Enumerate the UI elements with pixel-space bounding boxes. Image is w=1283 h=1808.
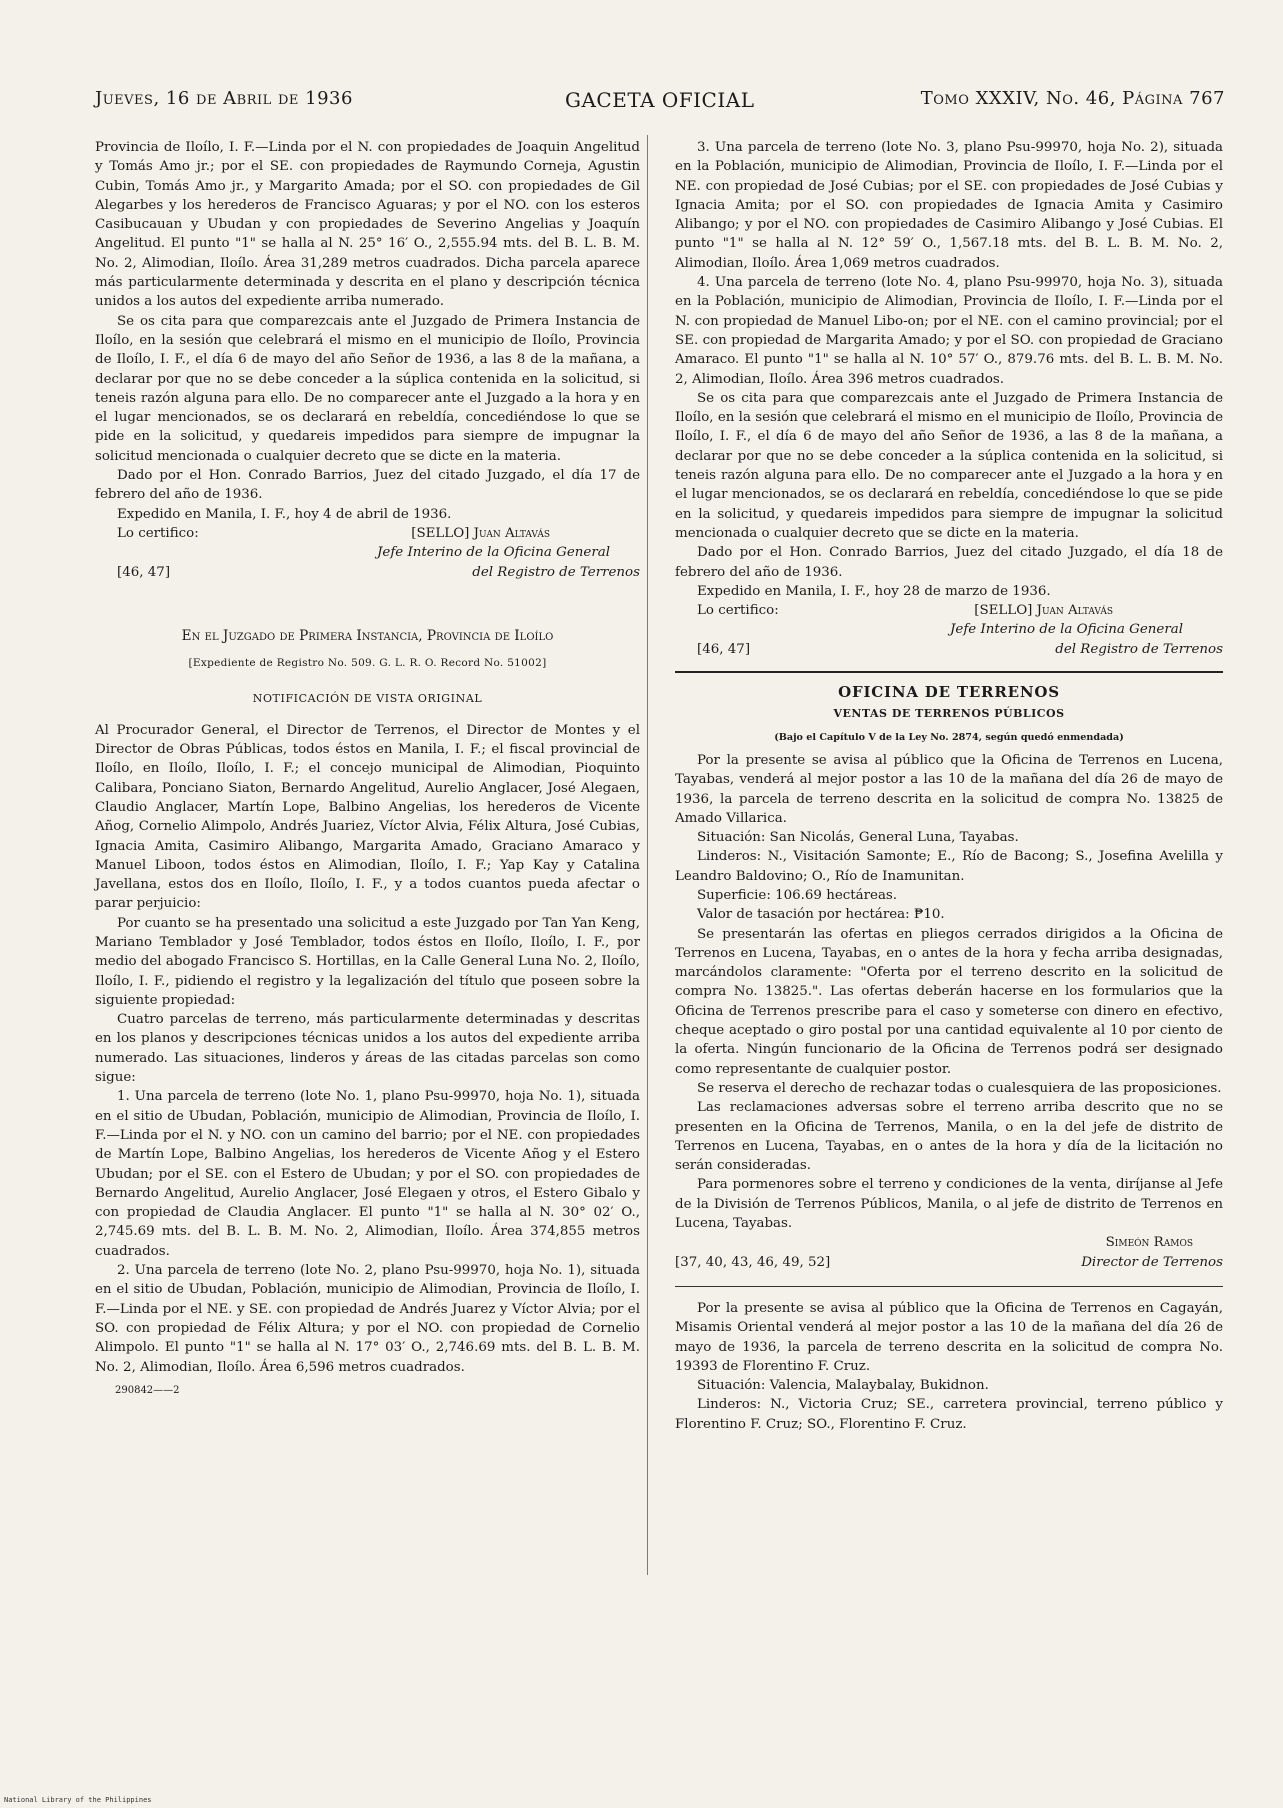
notice-divider xyxy=(675,1286,1223,1287)
valor-line: Valor de tasación por hectárea: ₱10. xyxy=(697,907,945,923)
header-volume: Tomo XXXIV, No. 46, Página 767 xyxy=(920,88,1225,109)
section-rule xyxy=(675,671,1223,673)
paragraph: Al Procurador General, el Director de Terrenos, el Director de Montes y el Director de Obras Públicas, todos éstos en Manila, I. F.; el fiscal provincial de Iloílo, en Iloílo, Iloílo, I. F.; el concejo municipal de Alimodian, Pioquinto Calibara, Ponciano Siaton, Bernardo Angelitud, Aurelio Anglacer, José Alegaen, Claudio Anglacer, Martín Lope, Balbino Angelias, los herederos de Vicente Añog, Cornelio Alimpolo, Andrés Juariez, Víctor Alvia, Félix Altura, José Cubias, Ignacia Amita, Casimiro Alibango, Margarita Amado, Graciano Amaraco y Manuel Liboon, todos éstos en Alimodian, Iloílo, I. F.; Yap Kay y Catalina Javellana, estos dos en Iloílo, Iloílo, I. F., y a todos cuantos pueda afectar o parar perjuicio: xyxy=(95,722,640,912)
expedido-line: Expedido en Manila, I. F., hoy 28 de marzo de 1936. xyxy=(697,583,1051,599)
signer-role-2: del Registro de Terrenos xyxy=(472,564,640,580)
office-title: OFICINA DE TERRENOS xyxy=(838,683,1060,702)
signature-block xyxy=(675,601,1223,620)
paragraph: Dado por el Hon. Conrado Barrios, Juez del citado Juzgado, el día 18 de febrero del año de 1936. xyxy=(675,545,1223,580)
director-name: Simeón Ramos xyxy=(1105,1235,1193,1251)
paragraph: Se presentarán las ofertas en pliegos cerrados dirigidos a la Oficina de Terrenos en Lucena, Tayabas, en o antes de la hora y fecha arriba designadas, marcándolos claramente: "Oferta por el terreno descrito en la solicitud de compra No. 13825.". Las ofertas deberán hacerse en los formularios que la Oficina de Terrenos prescribe para el caso y someterse con dinero en efectivo, cheque aceptado o giro postal por una cantidad equivalente al 10 por ciento de la oferta. Ningún funcionario de la Oficina de Terrenos podrá ser designado como representante de cualquier postor. xyxy=(675,926,1223,1077)
notification-heading: NOTIFICACIÓN DE VISTA ORIGINAL xyxy=(252,692,483,706)
expediente-ref: [Expediente de Registro No. 509. G. L. R. O. Record No. 51002] xyxy=(188,657,547,670)
signer-name: [SELLO] Juan Altavás xyxy=(974,603,1113,619)
header-date: Jueves, 16 de Abril de 1936 xyxy=(95,88,353,109)
paragraph: 4. Una parcela de terreno (lote No. 4, plano Psu-99970, hoja No. 3), situada en la Población, municipio de Alimodian, Provincia de Iloílo, I. F.—Linda por el N. con propiedad de Manuel Libo-on; por el NE. con el camino provincial; por el SE. con propiedad de Margarita Amado; y por el SO. con propiedad de Graciano Amaraco. El punto "1" se halla al N. 10° 57′ O., 879.76 mts. del B. L. B. M. No. 2, Alimodian, Iloílo. Área 396 metros cuadrados. xyxy=(675,275,1223,387)
paragraph: Se os cita para que comparezcais ante el Juzgado de Primera Instancia de Iloílo, en la sesión que celebrará el mismo en el municipio de Iloílo, Provincia de Iloílo, I. F., el día 6 de mayo del año Señor de 1936, a las 8 de la mañana, a declarar por que no se debe conceder a la súplica contenida en la solicitud, si teneis razón alguna para ello. De no comparecer ante el Juzgado a la hora y en el lugar mencionados, se os declarará en rebeldía, concediéndose lo que se pide en la solicitud, y quedareis impedidos para siempre de impugnar la solicitud mencionada o cualquier decreto que se dicte en la materia. xyxy=(95,313,640,464)
situacion-line: Situación: San Nicolás, General Luna, Tayabas. xyxy=(697,830,1019,846)
section-subheading: VENTAS DE TERRENOS PÚBLICOS xyxy=(833,707,1065,721)
paragraph: 3. Una parcela de terreno (lote No. 3, plano Psu-99970, hoja No. 2), situada en la Población, municipio de Alimodian, Provincia de Iloílo, I. F.—Linda por el NE. con propiedad de José Cubias; por el SE. con propiedades de José Cubias y Ignacia Amita; por el SO. con propiedades de Ignacia Amita y Casimiro Alibango; y por el NO. con propiedades de Casimiro Alibango y José Cubias. El punto "1" se halla al N. 12° 59′ O., 1,567.18 mts. del B. L. B. M. No. 2, Alimodian, Iloílo. Área 1,069 metros cuadrados. xyxy=(675,140,1223,271)
spacer xyxy=(95,604,640,605)
column-divider xyxy=(647,135,648,1575)
situacion-line: Situación: Valencia, Malaybalay, Bukidnon. xyxy=(697,1378,989,1394)
paragraph: Por cuanto se ha presentado una solicitud a este Juzgado por Tan Yan Keng, Mariano Temblador y José Temblador, todos éstos en Iloílo, Iloílo, I. F., por medio del abogado Francisco S. Hortillas, en la Calle General Luna No. 2, Iloílo, Iloílo, I. F., pidiendo el registro y la legalización del título que poseen sobre la siguiente propiedad: xyxy=(95,915,640,1008)
expedido-line: Expedido en Manila, I. F., hoy 4 de abril de 1936. xyxy=(117,506,452,522)
left-column xyxy=(95,138,640,1400)
director-role: Director de Terrenos xyxy=(1081,1254,1223,1270)
paragraph: Dado por el Hon. Conrado Barrios, Juez del citado Juzgado, el día 17 de febrero del año de 1936. xyxy=(95,468,640,503)
signature-ref-row xyxy=(95,563,640,582)
signer-name: [SELLO] Juan Altavás xyxy=(411,525,550,541)
linderos-line: Linderos: N., Victoria Cruz; SE., carretera provincial, terreno público y Florentino F. Cruz; SO., Florentino F. Cruz. xyxy=(675,1397,1223,1432)
paragraph: Se os cita para que comparezcais ante el Juzgado de Primera Instancia de Iloílo, en la sesión que celebrará el mismo en el municipio de Iloílo, Provincia de Iloílo, I. F., el día 6 de mayo del año Señor de 1936, a las 8 de la mañana, a declarar por que no se debe conceder a la súplica contenida en la solicitud, si teneis razón alguna para ello. De no comparecer ante el Juzgado a la hora y en el lugar mencionados, se os declarará en rebeldía, concediéndose lo que se pide en la solicitud, y quedareis impedidos para siempre de impugnar la solicitud mencionada o cualquier decreto que se dicte en la materia. xyxy=(675,390,1223,541)
paragraph: 2. Una parcela de terreno (lote No. 2, plano Psu-99970, hoja No. 1), situada en el sitio de Ubudan, Población, municipio de Alimodian, Provincia de Iloílo, I. F.—Linda por el NE. y SE. con propiedad de Andrés Juarez y Víctor Alvia; por el SO. con propiedad de Félix Altura; y por el NO. con propiedad de Cornelio Alimpolo. El punto "1" se halla al N. 17° 03′ O., 2,746.69 mts. del B. L. B. M. No. 2, Alimodian, Iloílo. Área 6,596 metros cuadrados. xyxy=(95,1263,640,1375)
certifico-label: Lo certifico: xyxy=(117,525,199,541)
header-title: GACETA OFICIAL xyxy=(565,88,755,112)
paragraph: Se reserva el derecho de rechazar todas o cualesquiera de las proposiciones. xyxy=(697,1080,1222,1096)
reference-numbers: [46, 47] xyxy=(117,564,171,580)
linderos-line: Linderos: N., Visitación Samonte; E., Río de Bacong; S., Josefina Avelilla y Leandro Baldovino; O., Río de Inamunitan. xyxy=(675,849,1223,884)
court-title: En el Juzgado de Primera Instancia, Provincia de Iloílo xyxy=(181,627,554,644)
paragraph: Por la presente se avisa al público que la Oficina de Terrenos en Lucena, Tayabas, venderá al mejor postor a las 10 de la mañana del día 26 de mayo de 1936, la parcela de terreno descrita en la solicitud de compra No. 13825 de Amado Villarica. xyxy=(675,752,1223,826)
legal-basis: (Bajo el Capítulo V de la Ley No. 2874, según quedó enmendada) xyxy=(774,731,1124,743)
paragraph: Provincia de Iloílo, I. F.—Linda por el N. con propiedades de Joaquin Angelitud y Tomás Amo jr.; por el SE. con propiedades de Raymundo Corneja, Agustin Cubin, Tomás Amo jr., y Margarito Amada; por el SO. con propiedades de Gil Alegarbes y los herederos de Francisco Aguaras; y por el NO. con los esteros Casibucauan y Ubudan y con propiedades de Severino Angelias y Joaquín Angelitud. El punto "1" se halla al N. 25° 16′ O., 2,555.94 mts. del B. L. B. M. No. 2, Alimodian, Iloílo. Área 31,289 metros cuadrados. Dicha parcela aparece más particularmente determinada y descrita en el plano y descripción técnica unidos a los autos del expediente arriba numerado. xyxy=(95,140,640,310)
scan-source-tag: National Library of the Philippines xyxy=(4,1796,152,1804)
paragraph: Las reclamaciones adversas sobre el terreno arriba descrito que no se presenten en la Oficina de Terrenos, Manila, o en la del jefe de distrito de Terrenos en Lucena, Tayabas, en o antes de la hora y día de la licitación no serán consideradas. xyxy=(675,1100,1223,1174)
signature-ref-row xyxy=(675,640,1223,659)
reference-numbers: [37, 40, 43, 46, 49, 52] xyxy=(675,1254,831,1270)
reference-numbers: [46, 47] xyxy=(697,641,751,657)
page-header xyxy=(95,88,1225,116)
certifico-label: Lo certifico: xyxy=(697,603,779,619)
signer-role: Jefe Interino de la Oficina General xyxy=(950,622,1183,638)
director-signature-row xyxy=(675,1253,1223,1272)
paragraph: Para pormenores sobre el terreno y condiciones de la venta, diríjanse al Jefe de la División de Terrenos Públicos, Manila, o al jefe de distrito de Terrenos en Lucena, Tayabas. xyxy=(675,1177,1223,1232)
print-code: 290842——2 xyxy=(115,1384,180,1396)
superficie-line: Superficie: 106.69 hectáreas. xyxy=(697,887,898,903)
signer-role-2: del Registro de Terrenos xyxy=(1055,641,1223,657)
right-column xyxy=(675,138,1223,1434)
paragraph: 1. Una parcela de terreno (lote No. 1, plano Psu-99970, hoja No. 1), situada en el sitio de Ubudan, Población, municipio de Alimodian, Provincia de Iloílo, I. F.—Linda por el N. y NO. con un camino del barrio; por el NE. con propiedades de Martín Lope, Balbino Angelias, los herederos de Vicente Añog y el Estero Ubudan; por el SE. con el Estero de Ubudan; y por el SO. con propiedades de Bernardo Angelitud, Aurelio Anglacer, José Elegaen y otros, el Estero Gibalo y con propiedad de Claudia Anglacer. El punto "1" se halla al N. 30° 02′ O., 2,745.69 mts. del B. L. B. M. No. 2, Alimodian, Iloílo. Área 374,855 metros cuadrados. xyxy=(95,1089,640,1259)
signature-block xyxy=(95,524,640,543)
signer-role: Jefe Interino de la Oficina General xyxy=(377,545,610,561)
paragraph: Cuatro parcelas de terreno, más particularmente determinadas y descritas en los planos y descripciones técnicas unidos a los autos del expediente arriba numerado. Las situaciones, linderos y áreas de las citadas parcelas son como sigue: xyxy=(95,1012,640,1086)
paragraph: Por la presente se avisa al público que la Oficina de Terrenos en Cagayán, Misamis Oriental venderá al mejor postor a las 10 de la mañana del día 26 de mayo de 1936, la parcela de terreno descrita en la solicitud de compra No. 19393 de Florentino F. Cruz. xyxy=(675,1300,1223,1374)
